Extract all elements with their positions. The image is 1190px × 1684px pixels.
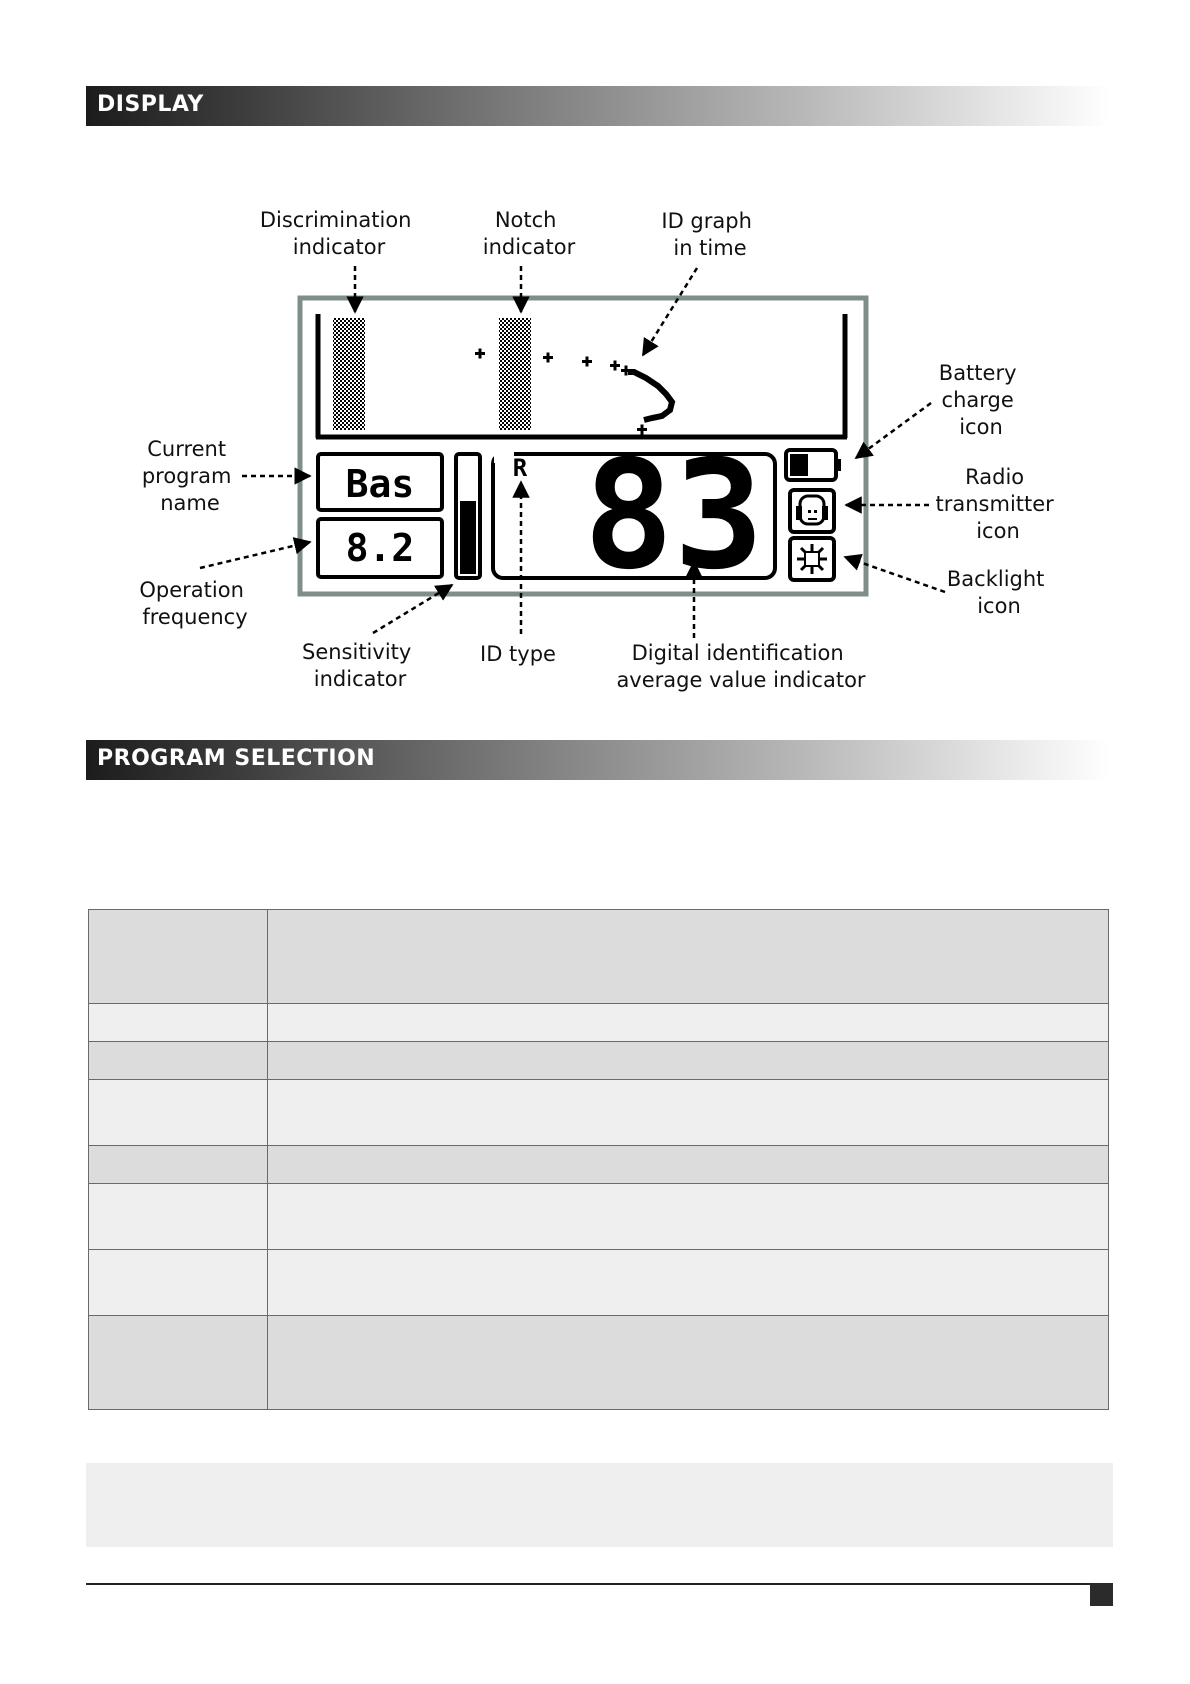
program-selection-table <box>88 909 1109 1410</box>
radio-transmitter-icon <box>790 490 834 532</box>
table-cell-label <box>89 1316 268 1410</box>
sensitivity-bar-fill <box>460 501 476 574</box>
table-cell-description <box>268 1316 1109 1410</box>
table-row <box>89 1316 1109 1410</box>
digital-id-value: 83 <box>583 429 764 603</box>
callout-id-graph: ID graph in time <box>661 209 752 260</box>
table-cell-description <box>268 1146 1109 1184</box>
callout-digital-identification: Digital identification average value indicator <box>616 641 866 692</box>
table-cell-description <box>268 1004 1109 1042</box>
table-cell-description <box>268 910 1109 1004</box>
callout-backlight-icon: Backlight icon <box>946 567 1045 618</box>
callout-current-program-name: Current program name <box>141 437 232 515</box>
program-name-value: Bas <box>345 462 415 506</box>
table-row <box>89 1004 1109 1042</box>
table-cell-label <box>89 1004 268 1042</box>
table-cell-label <box>89 910 268 1004</box>
callout-sensitivity-indicator: Sensitivity indicator <box>301 640 412 691</box>
frequency-value: 8.2 <box>345 526 415 570</box>
table-row <box>89 1250 1109 1316</box>
table-row <box>89 1184 1109 1250</box>
table-cell-description <box>268 1250 1109 1316</box>
table-cell-description <box>268 1042 1109 1080</box>
program-selection-section-title: PROGRAM SELECTION <box>97 746 376 771</box>
table-row <box>89 1146 1109 1184</box>
callout-battery-charge-icon: Battery charge icon <box>938 361 1017 439</box>
page-marker <box>1090 1583 1113 1606</box>
callout-operation-frequency: Operation frequency <box>139 578 248 629</box>
table-cell-description <box>268 1080 1109 1146</box>
notch-bar <box>499 318 531 430</box>
id-type-letter: R <box>512 454 528 482</box>
table-cell-label <box>89 1184 268 1250</box>
program-selection-section-header <box>86 740 1110 780</box>
table-cell-description <box>268 1184 1109 1250</box>
table-row <box>89 1042 1109 1080</box>
display-diagram <box>0 0 1190 720</box>
callout-id-type: ID type <box>480 642 556 666</box>
table-row <box>89 910 1109 1004</box>
display-section-title: DISPLAY <box>97 92 204 117</box>
table-cell-label <box>89 1042 268 1080</box>
discrimination-bar <box>333 318 365 430</box>
table-cell-label <box>89 1146 268 1184</box>
table-cell-label <box>89 1250 268 1316</box>
callout-discrimination-indicator: Discrimination indicator <box>259 208 412 259</box>
battery-icon <box>786 450 841 480</box>
callout-radio-transmitter-icon: Radio transmitter icon <box>935 465 1054 543</box>
backlight-icon <box>790 538 834 580</box>
footer-rule <box>86 1583 1101 1585</box>
table-row <box>89 1080 1109 1146</box>
table-cell-label <box>89 1080 268 1146</box>
note-box <box>86 1463 1113 1547</box>
callout-notch-indicator: Notch indicator <box>482 208 576 259</box>
